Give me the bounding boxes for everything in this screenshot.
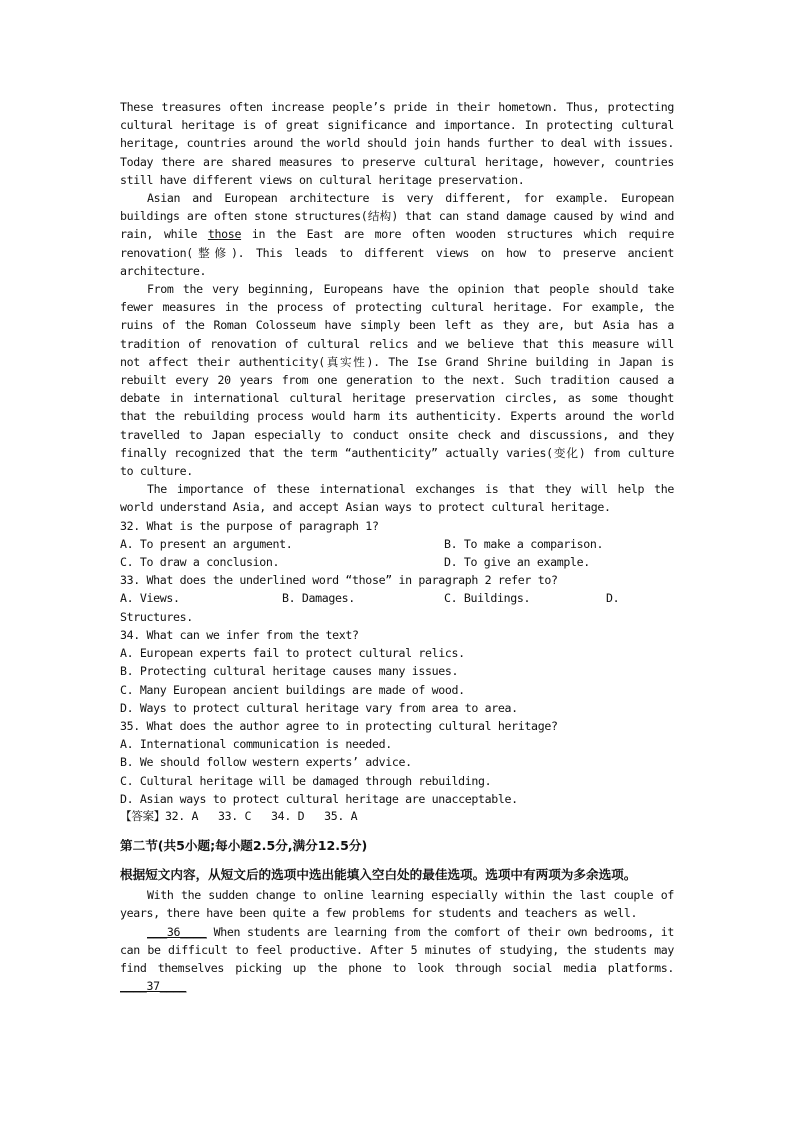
q34-option-d: D. Ways to protect cultural heritage vary from area to area.	[120, 700, 518, 715]
q33-option-d-letter: D.	[606, 591, 620, 606]
q34-option-a: A. European experts fail to protect cultural relics.	[120, 646, 465, 661]
q35-option-d: D. Asian ways to protect cultural heritage are unacceptable.	[120, 791, 518, 806]
question-32-stem: 32. What is the purpose of paragraph 1?	[120, 518, 379, 533]
cloze-paragraph-1: With the sudden change to online learning especially within the last couple of years, there have been quite a few problems for students and teachers as well.	[120, 888, 674, 921]
cloze-paragraph-2	[120, 923, 674, 996]
q35-option-b: B. We should follow western experts’ advice.	[120, 755, 412, 770]
q33-option-d-text: Structures.	[120, 609, 193, 624]
passage-paragraph-3: From the very beginning, Europeans have the opinion that people should take fewer measures in the process of protecting cultural heritage. For example, the ruins of the Roman Colosseum have simply been left as they are, but Asia has a tradition of renovation of cultural relics and we believe that this measure will not affect their authenticity(真实性). The Ise Grand Shrine building in Japan is rebuilt every 20 years from one generation to the next. Such tradition caused a debate in international cultural heritage preservation circles, as some thought that the rebuilding process would harm its authenticity. Experts around the world travelled to Japan especially to conduct onsite check and discussions, and they finally recognized that the term “authenticity” actually varies(变化) from culture to culture.	[120, 282, 674, 479]
q33-option-a: A. Views.	[120, 591, 180, 606]
q34-option-c: C. Many European ancient buildings are made of wood.	[120, 682, 465, 697]
q33-option-c: C. Buildings.	[444, 591, 531, 606]
q35-option-a: A. International communication is needed.	[120, 737, 392, 752]
section-2-heading: 第二节(共5小题;每小题2.5分,满分12.5分)	[120, 837, 368, 853]
question-35-stem: 35. What does the author agree to in protecting cultural heritage?	[120, 718, 558, 733]
underlined-word-those: those	[207, 227, 242, 242]
blank-37: ____37____	[120, 979, 187, 994]
answer-key: 【答案】32. A 33. C 34. D 35. A	[120, 808, 358, 823]
blank-36: ___36____	[147, 924, 207, 939]
q32-option-a: A. To present an argument.	[120, 536, 293, 551]
question-33-stem: 33. What does the underlined word “those” in paragraph 2 refer to?	[120, 573, 558, 588]
paragraph-2-part-a: Asian and European architecture is very different, for example. European buildings are often stone structures(结构) that can stand damage caused by wind and rain, while	[120, 191, 674, 242]
q33-option-b: B. Damages.	[282, 591, 355, 606]
q32-option-c: C. To draw a conclusion.	[120, 555, 280, 570]
q32-option-b: B. To make a comparison.	[444, 536, 604, 551]
document-page	[120, 98, 674, 995]
question-34-stem: 34. What can we infer from the text?	[120, 627, 359, 642]
question-33-options-row	[120, 589, 674, 607]
paragraph-2-part-b: in the East are more often wooden structures which require renovation(整修). This leads to different views on how to preserve ancient architecture.	[120, 227, 674, 278]
q32-option-d: D. To give an example.	[444, 555, 590, 570]
cloze-paragraph-2-text: When students are learning from the comfort of their own bedrooms, it can be difficult to feel productive. After 5 minutes of studying, the students may find themselves picking up the phone to look through social media platforms.	[120, 924, 674, 975]
q35-option-c: C. Cultural heritage will be damaged through rebuilding.	[120, 773, 492, 788]
section-2-instruction: 根据短文内容，从短文后的选项中选出能填入空白处的最佳选项。选项中有两项为多余选项。	[120, 867, 637, 883]
passage-paragraph-1: These treasures often increase people’s pride in their hometown. Thus, protecting cultural heritage is of great significance and importance. In protecting cultural heritage, countries around the world should join hands further to deal with issues. Today there are shared measures to preserve cultural heritage, however, countries still have different views on cultural heritage preservation.	[120, 100, 674, 187]
question-32-options-row-2	[120, 553, 674, 571]
passage-paragraph-4: The importance of these international exchanges is that they will help the world understand Asia, and accept Asian ways to protect cultural heritage.	[120, 482, 674, 515]
question-32-options-row-1	[120, 535, 674, 553]
passage-paragraph-2	[120, 189, 674, 280]
q34-option-b: B. Protecting cultural heritage causes many issues.	[120, 664, 459, 679]
